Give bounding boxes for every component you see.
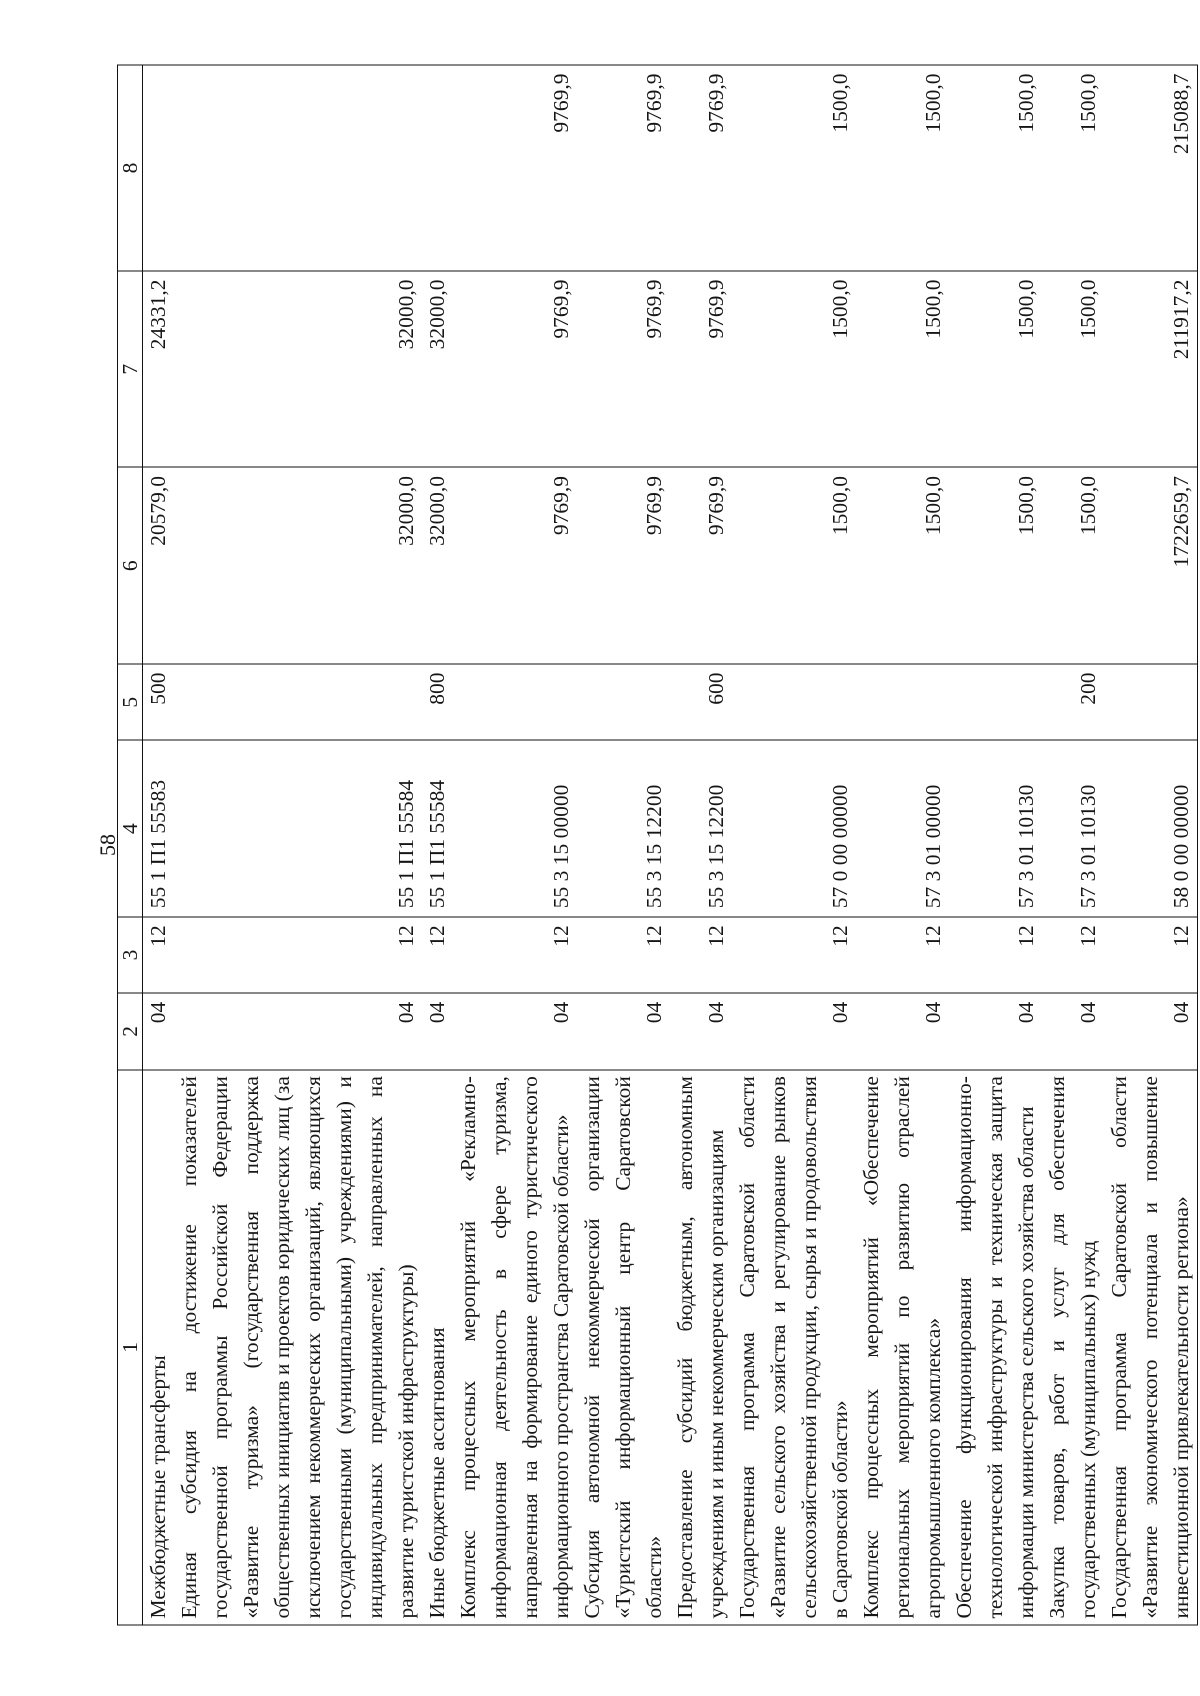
subsection-code-cell: 12: [732, 917, 856, 993]
section-code-cell: 04: [577, 993, 670, 1069]
amount-col6-cell: 9769,9: [453, 468, 577, 665]
amount-col7-cell: 211917,2: [1104, 271, 1198, 468]
amount-col6-cell: 1500,0: [856, 468, 949, 665]
expense-type-cell: [453, 664, 577, 740]
column-header-3: 3: [118, 917, 143, 993]
column-header-7: 7: [118, 271, 143, 468]
amount-col6-cell: 1500,0: [949, 468, 1042, 665]
subsection-code-cell: 12: [949, 917, 1042, 993]
section-code-cell: 04: [949, 993, 1042, 1069]
section-code-cell: 04: [670, 993, 732, 1069]
target-article-cell: 57 3 01 10130: [949, 740, 1042, 916]
target-article-cell: 57 3 01 00000: [856, 740, 949, 916]
row-name-cell: Субсидия автономной некоммерческой организации «Туристский информационный центр Саратовской области»: [577, 1070, 670, 1625]
amount-col6-cell: 32000,0: [422, 468, 453, 665]
row-name-cell: Межбюджетные трансферты: [143, 1070, 175, 1625]
subsection-code-cell: 12: [1104, 917, 1198, 993]
section-code-cell: 04: [1104, 993, 1198, 1069]
section-code-cell: 04: [1042, 993, 1104, 1069]
target-article-cell: 57 3 01 10130: [1042, 740, 1104, 916]
amount-col7-cell: 9769,9: [453, 271, 577, 468]
subsection-code-cell: 12: [856, 917, 949, 993]
table-row: [1042, 65, 1104, 1625]
subsection-code-cell: 12: [174, 917, 422, 993]
amount-col7-cell: 32000,0: [174, 271, 422, 468]
column-header-1: 1: [118, 1070, 143, 1625]
row-name-cell: Иные бюджетные ассигнования: [422, 1070, 453, 1625]
amount-col8-cell: [174, 65, 422, 271]
target-article-cell: 57 0 00 00000: [732, 740, 856, 916]
target-article-cell: 55 3 15 00000: [453, 740, 577, 916]
amount-col6-cell: 1500,0: [732, 468, 856, 665]
amount-col6-cell: 9769,9: [577, 468, 670, 665]
amount-col7-cell: 1500,0: [1042, 271, 1104, 468]
target-article-cell: 55 3 15 12200: [577, 740, 670, 916]
section-code-cell: 04: [422, 993, 453, 1069]
amount-col7-cell: 1500,0: [949, 271, 1042, 468]
amount-col8-cell: 1500,0: [732, 65, 856, 271]
expense-type-cell: 800: [422, 664, 453, 740]
subsection-code-cell: 12: [577, 917, 670, 993]
amount-col6-cell: 32000,0: [174, 468, 422, 665]
amount-col6-cell: 9769,9: [670, 468, 732, 665]
expense-type-cell: 200: [1042, 664, 1104, 740]
row-name-cell: Государственная программа Саратовской области «Развитие сельского хозяйства и регулирование рынков сельскохозяйственной продукции, сырья и продовольствия в Саратовской области»: [732, 1070, 856, 1625]
amount-col6-cell: 1722659,7: [1104, 468, 1198, 665]
row-name-cell: Обеспечение функционирования информационно-технологической инфраструктуры и техническая защита информации министерства сельского хозяйства области: [949, 1070, 1042, 1625]
amount-col8-cell: [422, 65, 453, 271]
amount-col7-cell: 9769,9: [670, 271, 732, 468]
amount-col8-cell: 1500,0: [856, 65, 949, 271]
table-row: [577, 65, 670, 1625]
page-number: 58: [95, 834, 120, 856]
expense-type-cell: 600: [670, 664, 732, 740]
column-header-5: 5: [118, 664, 143, 740]
expense-type-cell: [577, 664, 670, 740]
target-article-cell: 55 1 П1 55584: [174, 740, 422, 916]
amount-col7-cell: 24331,2: [143, 271, 175, 468]
header-row: [118, 65, 143, 1625]
expense-type-cell: [174, 664, 422, 740]
column-header-2: 2: [118, 993, 143, 1069]
amount-col7-cell: 32000,0: [422, 271, 453, 468]
row-name-cell: Предоставление субсидий бюджетным, автономным учреждениям и иным некоммерческим организациям: [670, 1070, 732, 1625]
expense-type-cell: [949, 664, 1042, 740]
budget-table: [117, 65, 1198, 1626]
amount-col8-cell: [143, 65, 175, 271]
expense-type-cell: 500: [143, 664, 175, 740]
table-row: [670, 65, 732, 1625]
amount-col8-cell: 9769,9: [453, 65, 577, 271]
amount-col8-cell: 9769,9: [577, 65, 670, 271]
table-row: [453, 65, 577, 1625]
amount-col7-cell: 9769,9: [577, 271, 670, 468]
column-header-6: 6: [118, 468, 143, 665]
subsection-code-cell: 12: [422, 917, 453, 993]
expense-type-cell: [856, 664, 949, 740]
table-row: [143, 65, 175, 1625]
column-header-4: 4: [118, 740, 143, 916]
section-code-cell: 04: [174, 993, 422, 1069]
subsection-code-cell: 12: [143, 917, 175, 993]
expense-type-cell: [732, 664, 856, 740]
amount-col8-cell: 9769,9: [670, 65, 732, 271]
amount-col8-cell: 1500,0: [1042, 65, 1104, 271]
subsection-code-cell: 12: [1042, 917, 1104, 993]
expense-type-cell: [1104, 664, 1198, 740]
amount-col8-cell: 215088,7: [1104, 65, 1198, 271]
table-row: [174, 65, 422, 1625]
subsection-code-cell: 12: [670, 917, 732, 993]
table-row: [422, 65, 453, 1625]
section-code-cell: 04: [143, 993, 175, 1069]
target-article-cell: 55 3 15 12200: [670, 740, 732, 916]
row-name-cell: Государственная программа Саратовской области «Развитие экономического потенциала и повышение инвестиционной привлекательности региона»: [1104, 1070, 1198, 1625]
target-article-cell: 55 1 П1 55584: [422, 740, 453, 916]
table-row: [1104, 65, 1198, 1625]
row-name-cell: Единая субсидия на достижение показателей государственной программы Российской Федерации «Развитие туризма» (государственная поддержка общественных инициатив и проектов юридических лиц (за исключением некоммерческих организаций, являющихся государственными (муниципальными) учреждениями) и индивидуальных предпринимателей, направленных на развитие туристской инфраструктуры): [174, 1070, 422, 1625]
table-body: [143, 65, 1198, 1625]
row-name-cell: Комплекс процессных мероприятий «Рекламно-информационная деятельность в сфере туризма, направленная на формирование единого туристического информационного пространства Саратовской области»: [453, 1070, 577, 1625]
amount-col6-cell: 1500,0: [1042, 468, 1104, 665]
amount-col8-cell: 1500,0: [949, 65, 1042, 271]
budget-table-rotated: [117, 65, 1193, 1626]
subsection-code-cell: 12: [453, 917, 577, 993]
amount-col6-cell: 20579,0: [143, 468, 175, 665]
table-row: [732, 65, 856, 1625]
table-row: [856, 65, 949, 1625]
target-article-cell: 58 0 00 00000: [1104, 740, 1198, 916]
section-code-cell: 04: [856, 993, 949, 1069]
amount-col7-cell: 1500,0: [732, 271, 856, 468]
column-header-8: 8: [118, 65, 143, 271]
row-name-cell: Закупка товаров, работ и услуг для обеспечения государственных (муниципальных) нужд: [1042, 1070, 1104, 1625]
section-code-cell: 04: [453, 993, 577, 1069]
amount-col7-cell: 1500,0: [856, 271, 949, 468]
section-code-cell: 04: [732, 993, 856, 1069]
target-article-cell: 55 1 П1 55583: [143, 740, 175, 916]
table-row: [949, 65, 1042, 1625]
row-name-cell: Комплекс процессных мероприятий «Обеспечение региональных мероприятий по развитию отраслей агропромышленного комплекса»: [856, 1070, 949, 1625]
